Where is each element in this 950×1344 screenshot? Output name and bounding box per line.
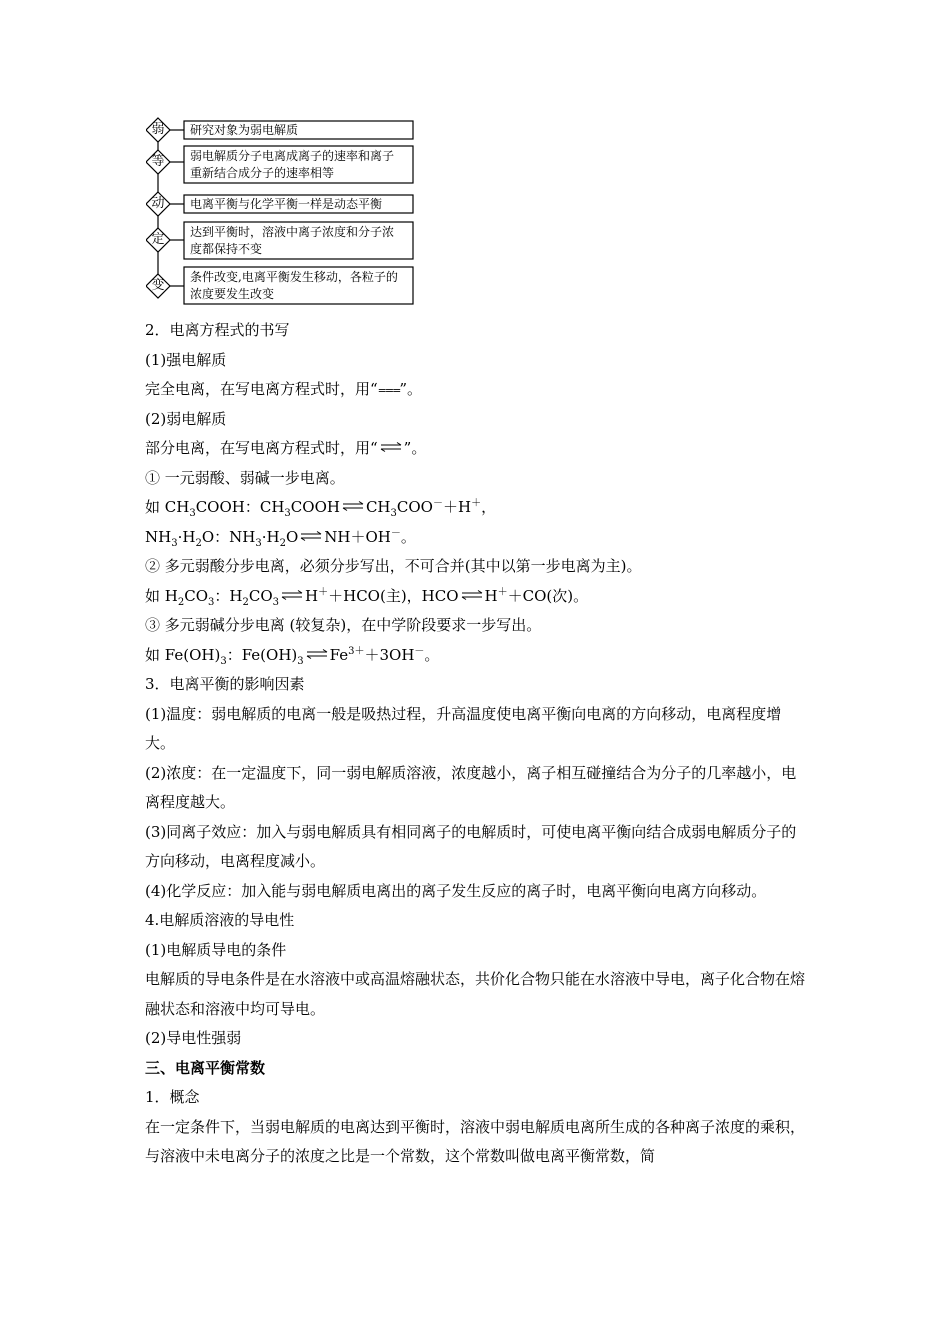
equation-carbonic-acid: 如 $H_2CO_3$：$H_2CO_3$ H＋＋HCO(主)，HCO H＋＋CO(次)。 <box>145 586 589 608</box>
weak-electrolyte-title: (2)弱电解质 <box>145 409 227 428</box>
heading-ionization-equation: 2．电离方程式的书写 <box>145 321 290 339</box>
equation-iron-hydroxide: 如 $Fe(OH)_3$：$Fe(OH)_3$ $Fe^{3+}+3OH^-$。 <box>145 645 440 667</box>
reversible-arrow-icon <box>279 590 305 600</box>
reversible-arrow-icon <box>304 649 330 659</box>
equation-ammonia: $NH_3\cdot H_2O$：$NH_3\cdot H_2O$ NH＋OH－。 <box>145 527 416 549</box>
reversible-arrow-icon <box>340 501 366 511</box>
conductivity-condition-title: (1)电解质导电的条件 <box>145 940 287 959</box>
polyprotic-acid-note: ② 多元弱酸分步电离，必须分步写出，不可合并(其中以第一步电离为主)。 <box>145 557 642 575</box>
factor-chemical-reaction: (4)化学反应：加入能与弱电解质电离出的离子发生反应的离子时，电离平衡向电离方向移动。 <box>145 881 767 900</box>
monoprotic-note: ① 一元弱酸、弱碱一步电离。 <box>145 468 345 487</box>
reversible-arrow-icon <box>378 442 404 452</box>
conductivity-strength-title: (2)导电性强弱 <box>145 1029 242 1047</box>
characteristics-diagram <box>146 116 418 308</box>
diamond-label-weak: 弱 <box>151 122 165 137</box>
reversible-arrow-icon <box>459 590 485 600</box>
diamond-label-dynamic: 动 <box>151 196 165 211</box>
box-text-fixed-2: 度都保持不变 <box>190 242 263 256</box>
document-body <box>145 316 805 1172</box>
weak-electrolyte-text: 部分电离，在写电离方程式时，用“ ”。 <box>145 439 427 457</box>
box-text-dynamic: 电离平衡与化学平衡一样是动态平衡 <box>190 197 383 211</box>
box-text-change-1: 条件改变,电离平衡发生移动，各粒子的 <box>190 270 398 284</box>
conductivity-condition-text: 电解质的导电条件是在水溶液中或高温熔融状态，共价化合物只能在水溶液中导电，离子化合物在熔融状态和溶液中均可导电。 <box>145 970 806 1018</box>
strong-electrolyte-title: (1)强电解质 <box>145 350 227 369</box>
box-text-equal-2: 重新结合成分子的速率相等 <box>190 166 335 180</box>
diamond-label-change: 变 <box>151 278 165 293</box>
concept-title: 1．概念 <box>145 1088 200 1106</box>
strong-electrolyte-text: 完全电离，在写电离方程式时，用“===”。 <box>145 380 422 398</box>
factor-concentration: (2)浓度：在一定温度下，同一弱电解质溶液，浓度越小，离子相互碰撞结合为分子的几率越小，电离程度越大。 <box>145 763 797 811</box>
diamond-label-equal: 等 <box>151 154 165 169</box>
heading-influencing-factors: 3．电离平衡的影响因素 <box>145 675 305 693</box>
equation-acetic-acid: 如 $CH_3COOH$：$CH_3COOH$ $CH_3COO^-+H^+$， <box>145 498 497 519</box>
diamond-label-fixed: 定 <box>151 232 165 247</box>
box-text-fixed-1: 达到平衡时，溶液中离子浓度和分子浓 <box>190 225 395 239</box>
box-text-weak: 研究对象为弱电解质 <box>190 123 299 137</box>
factor-temperature: (1)温度：弱电解质的电离一般是吸热过程，升高温度使电离平衡向电离的方向移动，电离程度增大。 <box>145 704 782 752</box>
equal-symbol: === <box>377 384 400 397</box>
polybasic-base-note: ③ 多元弱碱分步电离 (较复杂)，在中学阶段要求一步写出。 <box>145 616 542 634</box>
heading-conductivity: 4.电解质溶液的导电性 <box>145 911 295 929</box>
factor-common-ion: (3)同离子效应：加入与弱电解质具有相同离子的电解质时，可使电离平衡向结合成弱电解质分子的方向移动，电离程度减小。 <box>145 822 797 870</box>
box-text-change-2: 浓度要发生改变 <box>190 287 275 301</box>
reversible-arrow-icon <box>298 531 324 541</box>
section-heading-ionization-constant: 三、电离平衡常数 <box>145 1058 266 1077</box>
box-text-equal-1: 弱电解质分子电离成离子的速率和离子 <box>190 149 395 163</box>
concept-text: 在一定条件下，当弱电解质的电离达到平衡时，溶液中弱电解质电离所生成的各种离子浓度的乘积，与溶液中未电离分子的浓度之比是一个常数，这个常数叫做电离平衡常数，简 <box>145 1117 806 1165</box>
